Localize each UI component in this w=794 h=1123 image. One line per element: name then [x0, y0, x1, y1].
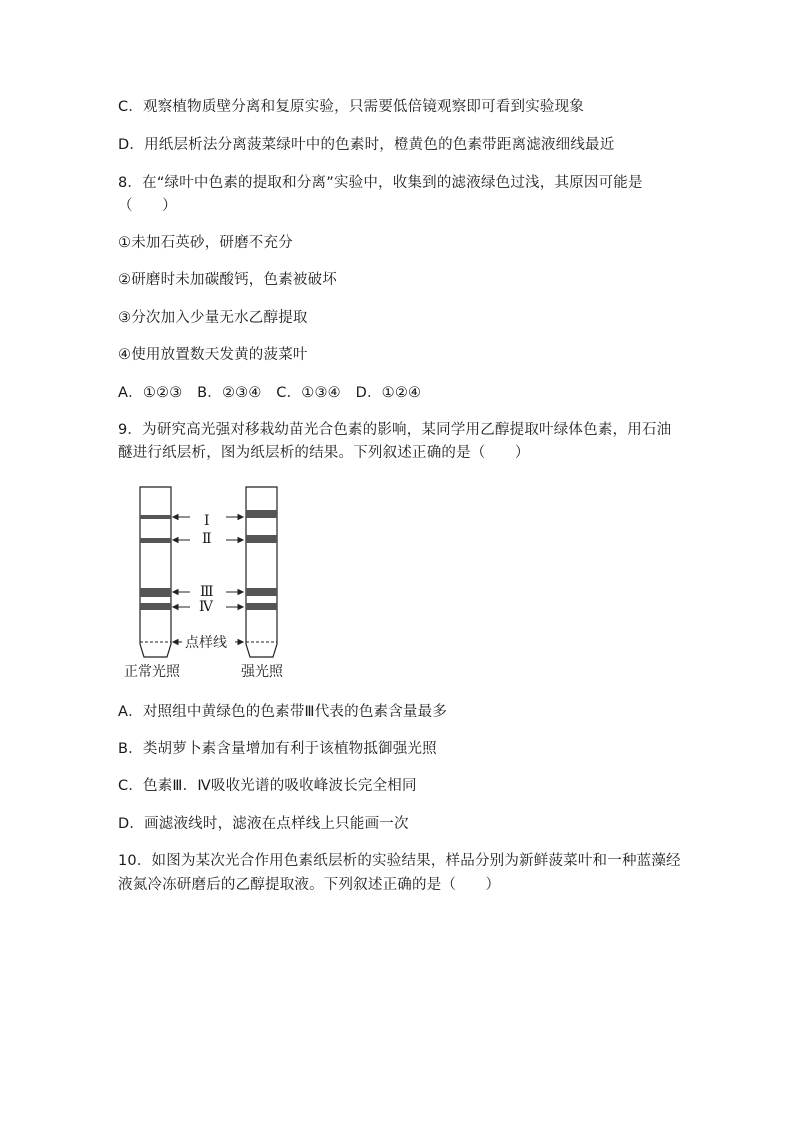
left-band-1	[140, 515, 171, 519]
option-d-q9: D．画滤液线时，滤液在点样线上只能画一次	[118, 816, 409, 832]
left-paper-strip	[140, 487, 171, 657]
left-band-4	[140, 603, 171, 610]
band-label-3: Ⅲ	[200, 584, 214, 600]
question-10-stem-cont: 液氮冷冻研磨后的乙醇提取液。下列叙述正确的是（ ）	[118, 877, 501, 893]
option-c-q7: C．观察植物质壁分离和复原实验，只需要低倍镜观察即可看到实验现象	[118, 99, 585, 115]
right-band-2	[246, 535, 277, 543]
q8-options: A．①②③ B．②③④ C．①③④ D．①②④	[118, 385, 422, 401]
band-label-2: Ⅱ	[202, 531, 212, 547]
q8-item-3: ③分次加入少量无水乙醇提取	[118, 310, 308, 326]
q8-item-1: ①未加石英砂，研磨不充分	[118, 235, 293, 251]
band-label-1: Ⅰ	[204, 513, 210, 529]
option-c-q9: C．色素Ⅲ．Ⅳ吸收光谱的吸收峰波长完全相同	[118, 778, 417, 794]
option-b-q9: B．类胡萝卜素含量增加有利于该植物抵御强光照	[118, 741, 437, 757]
q8-item-4: ④使用放置数天发黄的菠菜叶	[118, 347, 308, 363]
right-strip-label: 强光照	[241, 664, 283, 680]
q8-item-2: ②研磨时未加碳酸钙，色素被破坏	[118, 272, 337, 288]
question-8-stem: 8．在“绿叶中色素的提取和分离”实验中，收集到的滤液绿色过浅，其原因可能是	[118, 175, 643, 191]
spot-line-label: 点样线	[185, 635, 227, 651]
band-label-4: Ⅳ	[199, 599, 213, 615]
chromatography-figure	[118, 482, 308, 682]
right-band-1	[246, 510, 277, 518]
left-band-3	[140, 588, 171, 597]
question-8-blank: （ ）	[118, 198, 177, 214]
left-strip-label: 正常光照	[124, 664, 180, 680]
question-10-stem: 10．如图为某次光合作用色素纸层析的实验结果，样品分别为新鲜菠菜叶和一种蓝藻经	[118, 853, 681, 869]
right-band-4	[246, 603, 277, 610]
left-band-2	[140, 538, 171, 543]
chromatography-diagram	[118, 482, 308, 682]
question-9-stem: 9．为研究高光强对移栽幼苗光合色素的影响，某同学用乙醇提取叶绿体色素，用石油	[118, 422, 672, 438]
option-a-q9: A．对照组中黄绿色的色素带Ⅲ代表的色素含量最多	[118, 704, 448, 720]
option-d-q7: D．用纸层析法分离菠菜绿叶中的色素时，橙黄色的色素带距离滤液细线最近	[118, 137, 615, 153]
question-9-stem-cont: 醚进行纸层析，图为纸层析的结果。下列叙述正确的是（ ）	[118, 445, 530, 461]
right-band-3	[246, 588, 277, 596]
